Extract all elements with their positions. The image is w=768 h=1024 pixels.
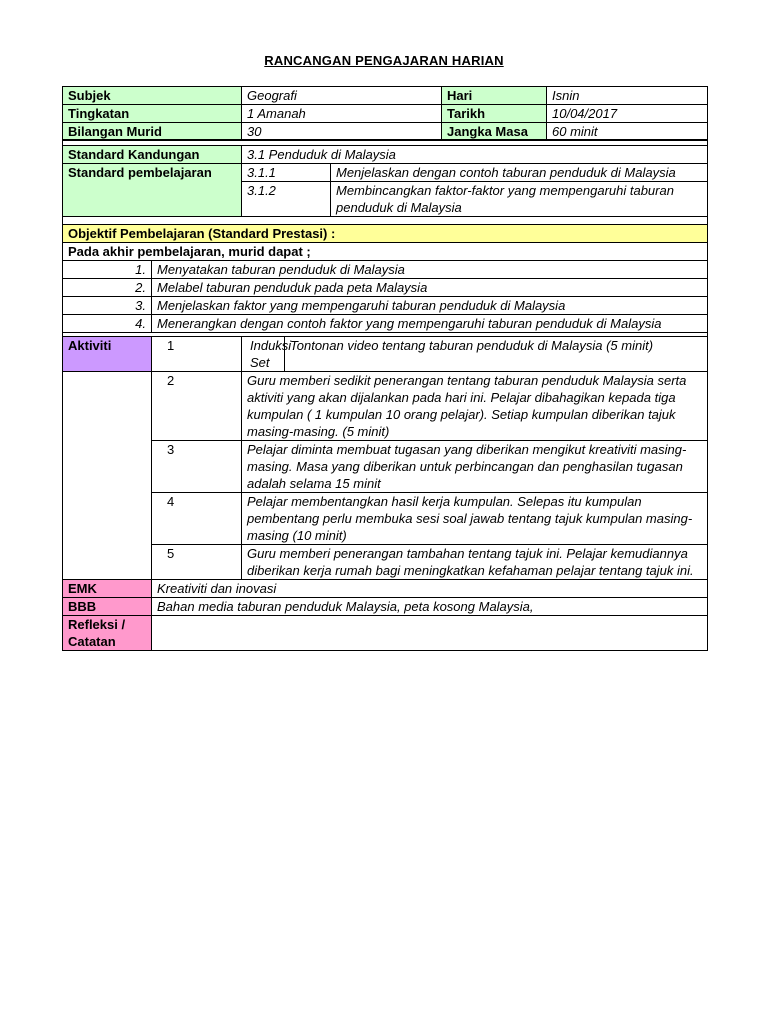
aktiviti-row-1 <box>63 337 708 372</box>
objektif-num: 3. <box>63 297 152 315</box>
objektif-item <box>63 279 708 297</box>
aktiviti-step <box>63 372 708 441</box>
lesson-table <box>62 139 708 651</box>
objektif-num: 4. <box>63 315 152 333</box>
objektif-text: Menjelaskan faktor yang mempengaruhi taburan penduduk di Malaysia <box>152 297 708 315</box>
aktiviti-step <box>63 493 708 545</box>
standard-pembelajaran-label: Standard pembelajaran <box>63 164 242 217</box>
objektif-text: Melabel taburan penduduk pada peta Malaysia <box>152 279 708 297</box>
aktiviti-blank <box>63 372 152 580</box>
standard-kandungan-label: Standard Kandungan <box>63 146 242 164</box>
aktiviti-step <box>63 441 708 493</box>
refleksi-value <box>152 616 708 651</box>
objektif-item <box>63 315 708 333</box>
objektif-intro-row <box>63 243 708 261</box>
aktiviti-label: Aktiviti <box>63 337 152 372</box>
sp-code: 3.1.2 <box>242 182 331 217</box>
tingkatan-label: Tingkatan <box>63 105 242 123</box>
standard-pembelajaran-row-1 <box>63 164 708 182</box>
objektif-num: 1. <box>63 261 152 279</box>
subjek-label: Subjek <box>63 87 242 105</box>
aktiviti-text: Guru memberi penerangan tambahan tentang tajuk ini. Pelajar kemudiannya diberikan kerja rumah bagi meningkatkan kefahaman pelajar tentang tajuk ini. <box>242 545 708 580</box>
sp-code: 3.1.1 <box>242 164 331 182</box>
emk-value: Kreativiti dan inovasi <box>152 580 708 598</box>
aktiviti-num: 3 <box>152 441 242 493</box>
bbb-label: BBB <box>63 598 152 616</box>
emk-row <box>63 580 708 598</box>
aktiviti-num: 5 <box>152 545 242 580</box>
objektif-intro: Pada akhir pembelajaran, murid dapat ; <box>63 243 708 261</box>
aktiviti-text: Tontonan video tentang taburan penduduk di Malaysia (5 minit) <box>285 337 708 372</box>
aktiviti-text: Pelajar membentangkan hasil kerja kumpulan. Selepas itu kumpulan pembentang perlu membuka sesi soal jawab tentang tajuk kumpulan masing-masing (10 minit) <box>242 493 708 545</box>
murid-value: 30 <box>242 123 442 141</box>
refleksi-row <box>63 616 708 651</box>
info-row-murid <box>63 123 708 141</box>
sp-text: Menjelaskan dengan contoh taburan penduduk di Malaysia <box>331 164 708 182</box>
objektif-heading-row <box>63 225 708 243</box>
info-row-tingkatan <box>63 105 708 123</box>
emk-label: EMK <box>63 580 152 598</box>
page-title: RANCANGAN PENGAJARAN HARIAN <box>264 53 504 68</box>
objektif-heading: Objektif Pembelajaran (Standard Prestasi) : <box>63 225 708 243</box>
objektif-item <box>63 261 708 279</box>
aktiviti-num: 2 <box>152 372 242 441</box>
info-row-subjek <box>63 87 708 105</box>
aktiviti-text: Pelajar diminta membuat tugasan yang diberikan mengikut kreativiti masing-masing. Masa yang diberikan untuk perbincangan dan penghasilan tugasan adalah selama 15 minit <box>242 441 708 493</box>
subjek-value: Geografi <box>242 87 442 105</box>
aktiviti-num: 4 <box>152 493 242 545</box>
objektif-text: Menyatakan taburan penduduk di Malaysia <box>152 261 708 279</box>
aktiviti-text: Guru memberi sedikit penerangan tentang taburan penduduk Malaysia serta aktiviti yang akan dijalankan pada hari ini. Pelajar dibahagikan kepada tiga kumpulan ( 1 kumpulan 10 orang pelajar). Setiap kumpulan diberikan tajuk masing-masing. (5 minit) <box>242 372 708 441</box>
objektif-text: Menerangkan dengan contoh faktor yang mempengaruhi taburan penduduk di Malaysia <box>152 315 708 333</box>
bbb-value: Bahan media taburan penduduk Malaysia, peta kosong Malaysia, <box>152 598 708 616</box>
info-table <box>62 86 708 141</box>
tarikh-label: Tarikh <box>442 105 547 123</box>
objektif-num: 2. <box>63 279 152 297</box>
hari-value: Isnin <box>547 87 708 105</box>
refleksi-label: Refleksi / Catatan <box>63 616 152 651</box>
tingkatan-value: 1 Amanah <box>242 105 442 123</box>
masa-label: Jangka Masa <box>442 123 547 141</box>
sp-text: Membincangkan faktor-faktor yang mempengaruhi taburan penduduk di Malaysia <box>331 182 708 217</box>
standard-kandungan-value: 3.1 Penduduk di Malaysia <box>242 146 708 164</box>
bbb-row <box>63 598 708 616</box>
murid-label: Bilangan Murid <box>63 123 242 141</box>
standard-kandungan-row <box>63 146 708 164</box>
aktiviti-stage: Induksi Set <box>242 337 285 372</box>
tarikh-value: 10/04/2017 <box>547 105 708 123</box>
hari-label: Hari <box>442 87 547 105</box>
aktiviti-num: 1 <box>152 337 242 372</box>
masa-value: 60 minit <box>547 123 708 141</box>
aktiviti-step <box>63 545 708 580</box>
objektif-item <box>63 297 708 315</box>
